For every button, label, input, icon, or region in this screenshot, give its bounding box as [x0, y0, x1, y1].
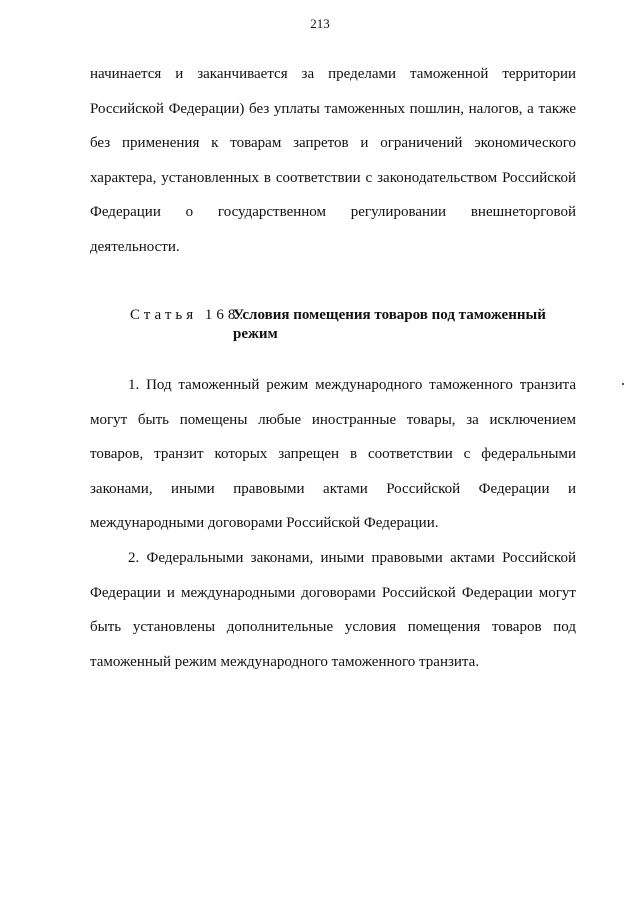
margin-mark: [622, 383, 624, 385]
paragraph-clause-2: 2. Федеральными законами, иными правовыми актами Российской Федерации и международными договорами Российской Федерации могут быть установлены дополнительные условия помещения товаров под таможенный режим международного таможенного транзита.: [90, 550, 576, 670]
article-title: Условия помещения товаров под таможенный режим: [233, 307, 546, 342]
article-label: Статья 168.: [130, 307, 248, 323]
paragraph-clause-1: 1. Под таможенный режим международного таможенного транзита могут быть помещены любые иностранные товары, за исключением товаров, транзит которых запрещен в соответствии с федеральными законами, иными правовыми актами Российской Федерации и международными договорами Российской Федерации.: [90, 377, 576, 532]
page-number: 213: [310, 16, 330, 31]
paragraph-continuation: начинается и заканчивается за пределами таможенной территории Российской Федерации) без уплаты таможенных пошлин, налогов, а также без применения к товарам запретов и ограничений экономического характера, установленных в соответствии с законодательством Российской Федерации о государственном регулировании внешнеторговой деятельности.: [90, 66, 576, 255]
